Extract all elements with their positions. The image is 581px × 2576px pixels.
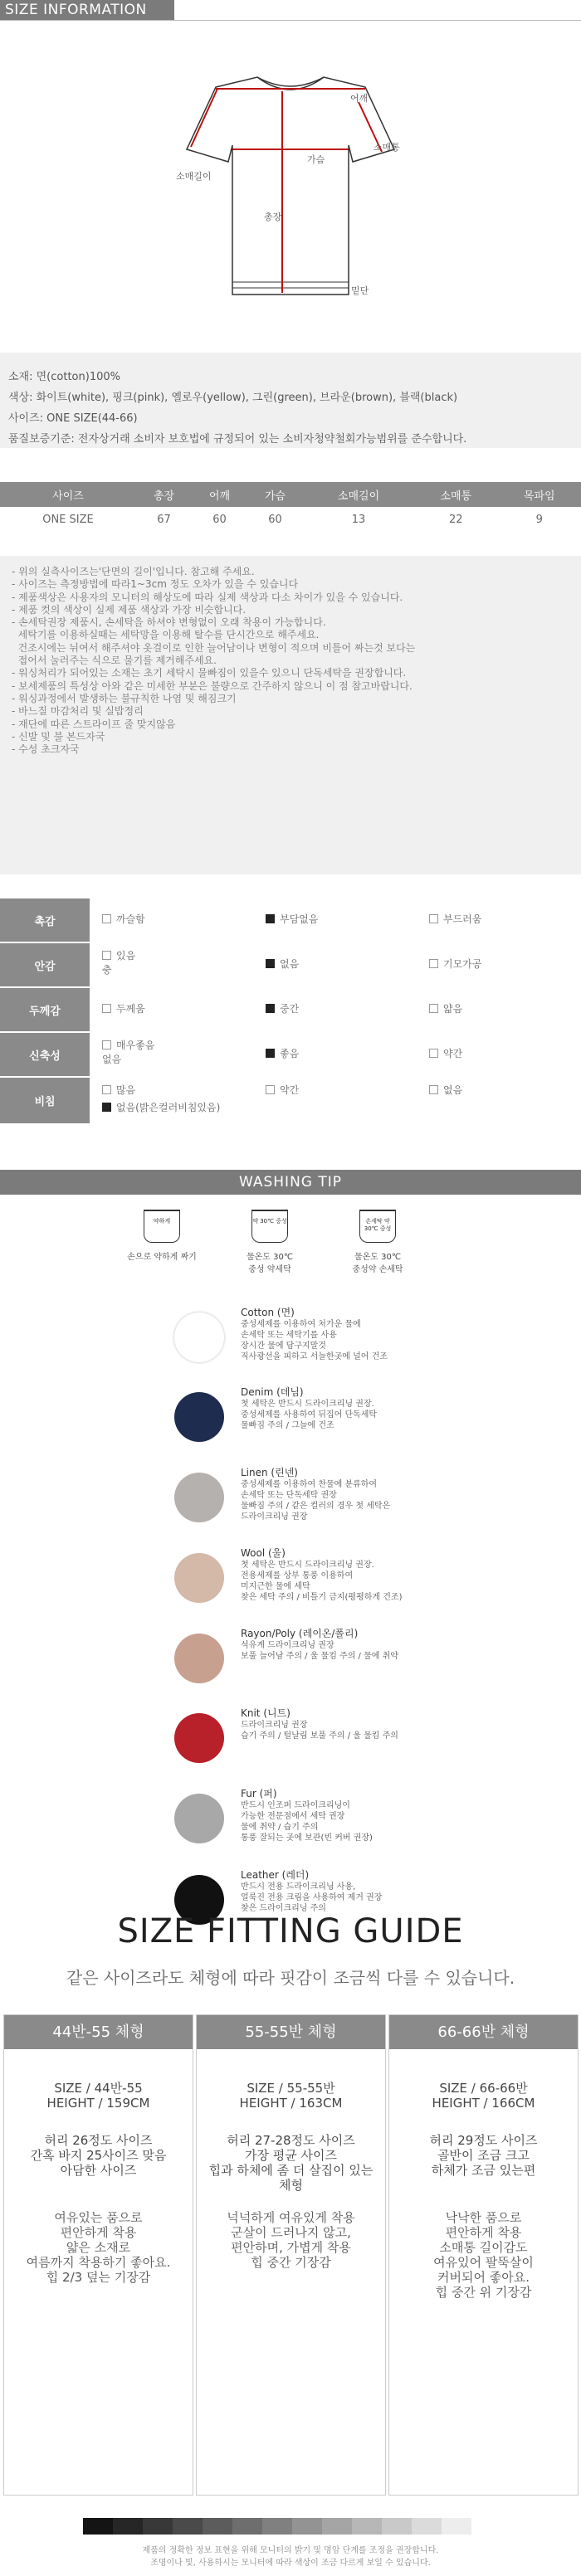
feature-row-4 (0, 1078, 581, 1123)
feature-option[interactable] (429, 1083, 462, 1098)
checkbox[interactable] (429, 1004, 438, 1013)
fabric-line: 중성세제를 사용하여 뒤집어 단독세탁 (241, 1410, 378, 1419)
fitting-size: SIZE / 55-55반 (247, 2081, 335, 2096)
checkbox[interactable] (429, 1049, 438, 1058)
fabric-line: 통풍 잘되는 곳에 보관(빈 커버 권장) (241, 1833, 373, 1843)
col-sleeve-length: 소매길이 (303, 482, 414, 507)
option-label: 약간 (280, 1084, 300, 1096)
fabric-line: 물빠짐 주의 / 같은 컬러의 경우 첫 세탁은 (241, 1502, 391, 1511)
cell-length: 67 (157, 513, 171, 526)
note-line: - 제품색상은 사용자의 모니터의 해상도에 따라 실제 색상과 다소 차이가 있을 수 있습니다. (12, 591, 403, 603)
fabric-line: 물빠짐 주의 / 그늘에 건조 (241, 1421, 334, 1430)
chest-label: 가슴 (307, 154, 325, 165)
fitting-fit-line: 여유있어 팔뚝살이 (433, 2255, 534, 2270)
fabric-title: Rayon/Poly (레이온/폴리) (241, 1628, 359, 1639)
option-label: 얇음 (443, 1003, 463, 1015)
fitting-fit-line: 편안하게 착용 (445, 2225, 522, 2240)
fitting-desc-line: 아담한 사이즈 (60, 2163, 137, 2178)
fitting-fit-line: 소매통 길이감도 (439, 2240, 528, 2255)
fabric-title: Fur (퍼) (241, 1788, 277, 1799)
checkbox[interactable] (102, 951, 111, 960)
option-label: 약간 (443, 1048, 463, 1059)
feature-row-0 (0, 898, 581, 942)
fabric-title: Denim (데님) (241, 1386, 304, 1398)
fabric-line: 장시간 물에 담구지말것 (241, 1342, 326, 1351)
col-length: 총장 (136, 482, 192, 507)
sleeve-length-label: 소매길이 (176, 171, 212, 182)
option-label: 기모가공 (443, 958, 482, 970)
fitting-height: HEIGHT / 166CM (432, 2096, 535, 2111)
fitting-desc-line: 허리 29정도 사이즈 (429, 2133, 538, 2148)
fabric-title: Linen (린넨) (241, 1467, 298, 1478)
fitting-desc (197, 2133, 385, 2193)
feature-option[interactable] (429, 1047, 462, 1061)
feature-option[interactable] (102, 1083, 135, 1098)
washing-caption: 물온도 30℃ 중성 약세탁 (246, 1253, 294, 1274)
fabric-line: 손세탁 또는 세탁기를 사용 (241, 1331, 337, 1340)
fabric-line: 반드시 인조퍼 드라이크리닝이 (241, 1801, 350, 1810)
washing-icon-text: 약 30℃ 중성 (252, 1218, 287, 1225)
table-row (0, 507, 581, 532)
fitting-size: SIZE / 44반-55 (54, 2081, 143, 2096)
fitting-fit-line: 여유있는 품으로 (54, 2210, 143, 2225)
checkbox-checked[interactable] (266, 1004, 275, 1013)
col-shoulder: 어깨 (192, 482, 247, 507)
feature-option[interactable] (102, 949, 135, 977)
checkbox[interactable] (429, 914, 438, 923)
option-label: 까슬함 (116, 913, 145, 925)
gray-swatch (412, 2518, 442, 2535)
gray-swatch (262, 2518, 292, 2535)
note-line: - 재단에 따른 스트라이프 줄 맞지않음 (12, 718, 176, 730)
size-line: 사이즈: ONE SIZE(44-66) (8, 412, 138, 425)
tshirt-diagram (166, 71, 415, 311)
fitting-desc (389, 2133, 578, 2178)
cell-chest: 60 (268, 513, 282, 526)
option-label: 좋음 (280, 1048, 300, 1059)
fitting-desc-line: 체형 (279, 2178, 303, 2193)
fabric-line: 얼룩진 전용 크림을 사용하여 제거 권장 (241, 1893, 383, 1902)
fitting-fit-line: 편안하며, 가볍게 착용 (231, 2240, 351, 2255)
fabric-info (241, 1870, 382, 1914)
size-table-header (0, 482, 581, 507)
fabric-line: 중성세제를 이용하여 처가운 물에 (241, 1320, 361, 1329)
feature-option[interactable] (102, 1039, 154, 1067)
feature-option[interactable] (429, 1002, 462, 1016)
fabric-line: 가능한 전문점에서 세탁 권장 (241, 1812, 345, 1821)
gray-swatch (442, 2518, 471, 2535)
note-line: - 사이즈는 측정방법에 따라1~3cm 정도 오차가 있을 수 있습니다 (12, 578, 299, 591)
fabric-swatch (174, 1312, 224, 1362)
fabric-swatch (174, 1553, 224, 1603)
feature-option[interactable] (266, 1047, 299, 1061)
fabric-title: Leather (레더) (241, 1869, 310, 1881)
fitting-desc-line: 힙과 하체에 좀 더 살집이 있는 (208, 2163, 374, 2178)
fitting-fit (197, 2210, 385, 2270)
option-label: 부드러움 (443, 913, 482, 925)
fabric-title: Knit (니트) (241, 1707, 290, 1719)
note-line: 세탁기를 이용하실때는 세탁망을 이용해 탈수를 단시간으로 해주세요. (12, 629, 320, 641)
feature-option[interactable] (102, 913, 145, 927)
cell-shoulder: 60 (212, 513, 227, 526)
fabric-info (241, 1708, 398, 1741)
fitting-fit-line: 여름까지 착용하기 좋아요. (26, 2255, 171, 2270)
fabric-swatch (174, 1794, 224, 1843)
fitting-fit-line: 낙낙한 품으로 (445, 2210, 522, 2225)
option-label: 없음 (280, 958, 300, 970)
fitting-subtitle: 같은 사이즈라도 체형에 따라 핏감이 조금씩 다를 수 있습니다. (66, 1968, 515, 1988)
washing-icon-hand-wash-30 (359, 1210, 396, 1243)
fitting-column-header: 66-66반 체형 (389, 2015, 578, 2049)
feature-row-3 (0, 1033, 581, 1076)
checkbox[interactable] (102, 1004, 111, 1013)
fitting-fit-line: 힙 중간 위 기장감 (435, 2285, 532, 2300)
option-label: 두께움 (116, 1003, 145, 1015)
note-line: - 수성 초크자국 (12, 743, 80, 756)
fabric-line: 드라이크리닝 권장 (241, 1512, 308, 1522)
footer-note (0, 2544, 581, 2569)
cell-sleeve-length: 13 (351, 513, 366, 526)
fabric-info (241, 1629, 398, 1662)
note-line: 접어서 눌러주는 식으로 물기를 제거해주세요. (12, 655, 217, 667)
washing-caption: 손으로 약하게 짜기 (127, 1253, 197, 1262)
fitting-fit-line: 얇은 소재로 (66, 2240, 131, 2255)
gray-swatch (382, 2518, 412, 2535)
fabric-swatch (174, 1634, 224, 1683)
fabric-line: 전용세제를 상부 통풍 이용하여 (241, 1571, 354, 1580)
fabric-line: 반드시 전용 드라이크리닝 사용, (241, 1882, 356, 1892)
fitting-desc (4, 2133, 193, 2178)
feature-label: 촉감 (0, 898, 90, 942)
col-neck: 목파임 (497, 482, 581, 507)
fitting-fit (389, 2210, 578, 2300)
washing-icon-text: 손세탁 약 30℃ 중성 (364, 1218, 392, 1232)
fitting-fit-line: 힙 2/3 덮는 기장감 (46, 2270, 151, 2285)
note-line: - 바느질 마감처리 및 실밥정리 (12, 705, 144, 718)
fitting-fit-line: 편안하게 착용 (60, 2225, 137, 2240)
fitting-fit-line: 넉넉하게 여유있게 착용 (227, 2210, 355, 2225)
fabric-info (241, 1307, 388, 1362)
product-info (0, 353, 581, 448)
fitting-desc-line: 간혹 바지 25사이즈 맞음 (30, 2148, 167, 2163)
gray-swatch (143, 2518, 173, 2535)
col-sleeve-width: 소매통 (414, 482, 498, 507)
note-line: - 위의 실측사이즈는'단면의 길이'입니다. 참고해 주세요. (12, 566, 255, 577)
fabric-line: 중성세제를 이용하여 찬물에 분류하여 (241, 1480, 378, 1489)
washing-icon-hand-wash (144, 1210, 180, 1243)
cell-neck: 9 (535, 513, 543, 526)
sleeve-width-label: 소매통 (374, 142, 400, 153)
option-label: 많음 (116, 1084, 136, 1096)
note-line: - 워싱과정에서 발생하는 불규칙한 나염 및 해짐크기 (12, 692, 237, 704)
fitting-column-header: 44반-55 체형 (4, 2015, 193, 2049)
fabric-swatch (174, 1713, 224, 1763)
shoulder-label: 어깨 (350, 93, 369, 104)
note-line: 건조시에는 뉘여서 해주셔야 옷걸이로 인한 늘어남이나 변형이 적으며 비틀어 짜는것 보다는 (12, 641, 416, 654)
fabric-line: 손세탁 또는 단독세탁 권장 (241, 1491, 337, 1500)
option-label: 매우좋음 없음 (102, 1040, 155, 1065)
fitting-title: SIZE FITTING GUIDE (117, 1912, 464, 1950)
col-size: 사이즈 (0, 482, 136, 507)
washing-tip-title: WASHING TIP (0, 1170, 581, 1195)
washing-icon-water-temp (251, 1210, 288, 1243)
fabric-swatch (174, 1473, 224, 1522)
total-length-label: 총장 (264, 212, 282, 222)
feature-row-2 (0, 988, 581, 1031)
color-line: 색상: 화이트(white), 핑크(pink), 옐로우(yellow), 그린(green), 브라운(brown), 블랙(black) (8, 392, 458, 404)
fabric-line: 찾은 드라이크리닝 주의 (241, 1904, 326, 1913)
fitting-desc-line: 하체가 조금 있는편 (431, 2163, 536, 2178)
feature-label: 신축성 (0, 1033, 90, 1076)
fitting-height: HEIGHT / 163CM (239, 2096, 343, 2111)
material-line: 소재: 면(cotton)100% (8, 371, 120, 383)
note-line: - 제품 컷의 색상이 실제 제품 색상과 가장 비슷합니다. (12, 603, 247, 616)
fabric-line: 드라이크리닝 권장 (241, 1721, 308, 1730)
gray-swatch (83, 2518, 113, 2535)
fabric-info (241, 1387, 377, 1431)
fitting-size: SIZE / 66-66반 (439, 2081, 528, 2096)
feature-label: 비침 (0, 1078, 90, 1123)
option-label: 부담없음 (280, 913, 319, 925)
feature-row-1 (0, 943, 581, 986)
gray-swatch (322, 2518, 352, 2535)
feature-option[interactable] (102, 1101, 220, 1115)
fabric-line: 직사광선을 피하고 서늘한곳에 널어 건조 (241, 1352, 388, 1361)
fitting-column (196, 2014, 386, 2496)
hem-label: 밑단 (351, 285, 369, 296)
fabric-info (241, 1468, 390, 1522)
fabric-info (241, 1548, 402, 1603)
footer-line: 조명이나 빛, 사용하시는 모니터에 따라 색상이 조금 다르게 보일 수 있습니다. (150, 2559, 431, 2568)
gray-swatch (232, 2518, 262, 2535)
header-divider (0, 20, 581, 21)
option-label: 중간 (280, 1003, 300, 1015)
fitting-desc-line: 가장 평균 사이즈 (245, 2148, 337, 2163)
note-line: - 보세제품의 특성상 아와 같은 미세한 부분은 불량으로 간주하지 않으니 이 점 참고바랍니다. (12, 679, 413, 692)
fitting-fit-line: 커버되어 좋아요. (437, 2270, 530, 2285)
fabric-title: Cotton (면) (241, 1307, 295, 1318)
option-label: 있음 충 (102, 950, 136, 976)
section-header: SIZE INFORMATION (0, 0, 174, 20)
feature-option[interactable] (266, 957, 299, 971)
gray-swatch (471, 2518, 501, 2535)
note-line: - 신발 및 불 본드자국 (12, 730, 105, 743)
fabric-title: Wool (울) (241, 1547, 286, 1559)
option-label: 없음 (443, 1084, 463, 1096)
fabric-info (241, 1789, 373, 1843)
fitting-column (388, 2014, 579, 2496)
notes-box (0, 556, 581, 874)
note-line: - 워싱처리가 되어있는 소재는 초기 세탁시 물빠짐이 있을수 있으니 단독세탁을 권장합니다. (12, 667, 407, 679)
checkbox[interactable] (266, 1085, 275, 1094)
cell-sleeve-width: 22 (448, 513, 463, 526)
col-chest: 가슴 (247, 482, 303, 507)
washing-icon-text: 약하게 (153, 1218, 171, 1225)
checkbox-checked[interactable] (266, 1049, 275, 1058)
fabric-line: 첫 세탁은 반드시 드라이크리닝 권장. (241, 1561, 374, 1570)
feature-option[interactable] (266, 913, 318, 927)
feature-option[interactable] (266, 1083, 299, 1098)
fitting-fit-line: 군살이 드러나지 않고, (231, 2225, 351, 2240)
checkbox[interactable] (102, 1040, 111, 1049)
quality-line: 품질보증기준: 전자상거래 소비자 보호법에 규정되어 있는 소비자청약철회가능범위를 준수합니다. (8, 433, 467, 446)
checkbox-checked[interactable] (266, 959, 275, 968)
option-label: 없음(밝은컬러비침있음) (116, 1102, 221, 1113)
fabric-line: 물에 취약 / 습기 주의 (241, 1823, 319, 1832)
fabric-line: 첫 세탁은 반드시 드라이크리닝 권장. (241, 1400, 374, 1409)
gray-swatch (173, 2518, 203, 2535)
fabric-line: 석유계 드라이크리닝 권장 (241, 1641, 334, 1650)
gray-swatch (292, 2518, 322, 2535)
checkbox[interactable] (429, 959, 438, 968)
fabric-line: 미지근한 물에 세탁 (241, 1582, 310, 1591)
washing-caption: 물온도 30℃ 중성약 손세탁 (352, 1253, 403, 1274)
fitting-height: HEIGHT / 159CM (46, 2096, 150, 2111)
fabric-line: 보풀 늘어남 주의 / 울 물킴 주의 / 물에 취약 (241, 1652, 398, 1661)
feature-label: 안감 (0, 943, 90, 986)
fabric-line: 찾은 세탁 주의 / 비틀기 금지(평평하게 건조) (241, 1593, 403, 1602)
fitting-fit (4, 2210, 193, 2285)
fitting-desc-line: 허리 27-28정도 사이즈 (227, 2133, 355, 2148)
feature-label: 두께감 (0, 988, 90, 1031)
fitting-desc-line: 허리 26정도 사이즈 (44, 2133, 153, 2148)
fitting-column (3, 2014, 193, 2496)
fitting-fit-line: 힙 중간 기장감 (251, 2255, 331, 2270)
checkbox-checked[interactable] (266, 914, 275, 923)
gray-swatch (352, 2518, 382, 2535)
feature-option[interactable] (429, 913, 481, 927)
size-table (0, 482, 581, 532)
fabric-line: 습기 주의 / 털날림 보풀 주의 / 울 물킴 주의 (241, 1731, 398, 1741)
fabric-swatch (174, 1392, 224, 1442)
fitting-desc-line: 골반이 조금 크고 (437, 2148, 530, 2163)
checkbox[interactable] (102, 914, 111, 923)
fitting-column-header: 55-55반 체형 (197, 2015, 385, 2049)
checkbox[interactable] (102, 1085, 111, 1094)
feature-option[interactable] (102, 1002, 145, 1016)
note-line: - 손세탁권장 제품시, 손세탁을 하셔야 변형없이 오래 착용이 가능합니다. (12, 616, 326, 629)
feature-option[interactable] (266, 1002, 299, 1016)
checkbox-checked[interactable] (102, 1103, 111, 1112)
feature-option[interactable] (429, 957, 481, 971)
checkbox[interactable] (429, 1085, 438, 1094)
footer-line: 제품의 정확한 정보 표현을 위해 모니터의 밝기 및 명암 단계를 조정을 권장합니다. (142, 2546, 439, 2555)
gray-swatch (113, 2518, 143, 2535)
cell-size: ONE SIZE (42, 513, 94, 526)
gray-swatch (203, 2518, 232, 2535)
